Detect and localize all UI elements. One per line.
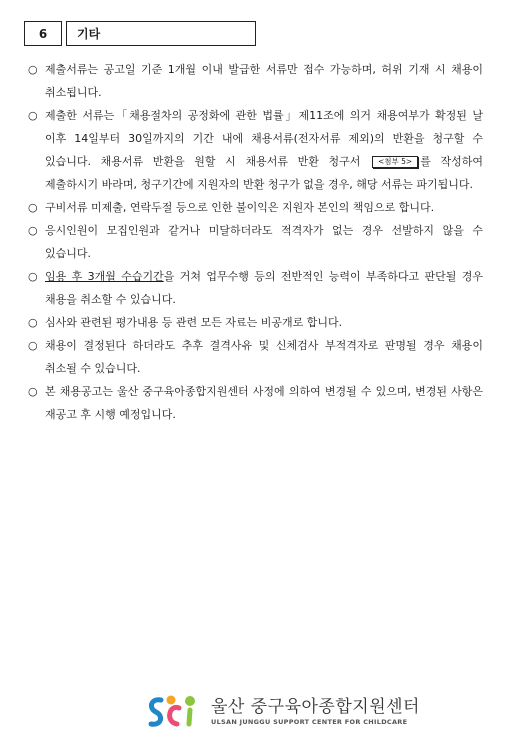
list-item bbox=[28, 265, 483, 311]
list-item-text-part: 제출한 서류는「채용절차의 공정화에 관한 법률」제11조에 의거 채용여부가 확정된 날 이후 14일부터 30일까지의 기간 내에 채용서류(전자서류 제외)의 반환을 청구할 수 있습니다. 채용서류 반환을 원할 시 채용서류 반환 청구서 bbox=[45, 109, 483, 168]
list-item bbox=[28, 58, 483, 104]
org-name-korean: 울산 중구육아종합지원센터 bbox=[211, 697, 420, 717]
list-item bbox=[28, 380, 483, 426]
bullet-icon: ○ bbox=[28, 385, 38, 398]
logo-text bbox=[211, 697, 420, 727]
notice-list bbox=[28, 58, 483, 426]
list-item-text-part: 을 거쳐 업무수행 등의 전반적인 능력이 부족하다고 판단될 경우 채용을 취소할 수 있습니다. bbox=[45, 270, 483, 306]
bullet-icon: ○ bbox=[28, 339, 38, 352]
org-name-english: ULSAN JUNGGU SUPPORT CENTER FOR CHILDCARE bbox=[211, 718, 408, 726]
list-item bbox=[28, 219, 483, 265]
bullet-icon: ○ bbox=[28, 63, 38, 76]
footer-logo bbox=[145, 692, 420, 732]
list-item-text: 구비서류 미제출, 연락두절 등으로 인한 불이익은 지원자 본인의 책임으로 합니다. bbox=[45, 201, 435, 214]
bullet-icon: ○ bbox=[28, 201, 38, 214]
section-number: 6 bbox=[24, 21, 62, 46]
list-item-text: 제출서류는 공고일 기준 1개월 이내 발급한 서류만 접수 가능하며, 허위 기재 시 채용이 취소됩니다. bbox=[45, 63, 483, 99]
bullet-icon: ○ bbox=[28, 224, 38, 237]
bullet-icon: ○ bbox=[28, 316, 38, 329]
list-item bbox=[28, 311, 483, 334]
list-item-text bbox=[45, 104, 483, 196]
section-header bbox=[24, 21, 256, 46]
probation-period-highlight: 임용 후 3개월 수습기간 bbox=[45, 270, 164, 283]
list-item bbox=[28, 334, 483, 380]
list-item-text: 심사와 관련된 평가내용 등 관련 모든 자료는 비공개로 합니다. bbox=[45, 316, 343, 329]
list-item bbox=[28, 196, 483, 219]
list-item-text: 응시인원이 모집인원과 같거나 미달하더라도 적격자가 없는 경우 선발하지 않을 수 있습니다. bbox=[45, 224, 483, 260]
childcare-center-logo-icon bbox=[145, 692, 203, 732]
list-item-text bbox=[45, 265, 483, 311]
list-item bbox=[28, 104, 483, 196]
list-item-text-part: 를 작성하여 제출하시기 바라며, 청구기간에 지원자의 반환 청구가 없을 경우, 해당 서류는 파기됩니다. bbox=[45, 155, 483, 191]
bullet-icon: ○ bbox=[28, 270, 38, 283]
bullet-icon: ○ bbox=[28, 109, 38, 122]
list-item-text: 채용이 결정된다 하더라도 추후 결격사유 및 신체검사 부적격자로 판명될 경우 채용이 취소될 수 있습니다. bbox=[45, 339, 483, 375]
attachment-reference: <첨부 5> bbox=[372, 156, 418, 168]
section-title: 기타 bbox=[66, 21, 256, 46]
list-item-text: 본 채용공고는 울산 중구육아종합지원센터 사정에 의하여 변경될 수 있으며, 변경된 사항은 재공고 후 시행 예정입니다. bbox=[45, 385, 483, 421]
